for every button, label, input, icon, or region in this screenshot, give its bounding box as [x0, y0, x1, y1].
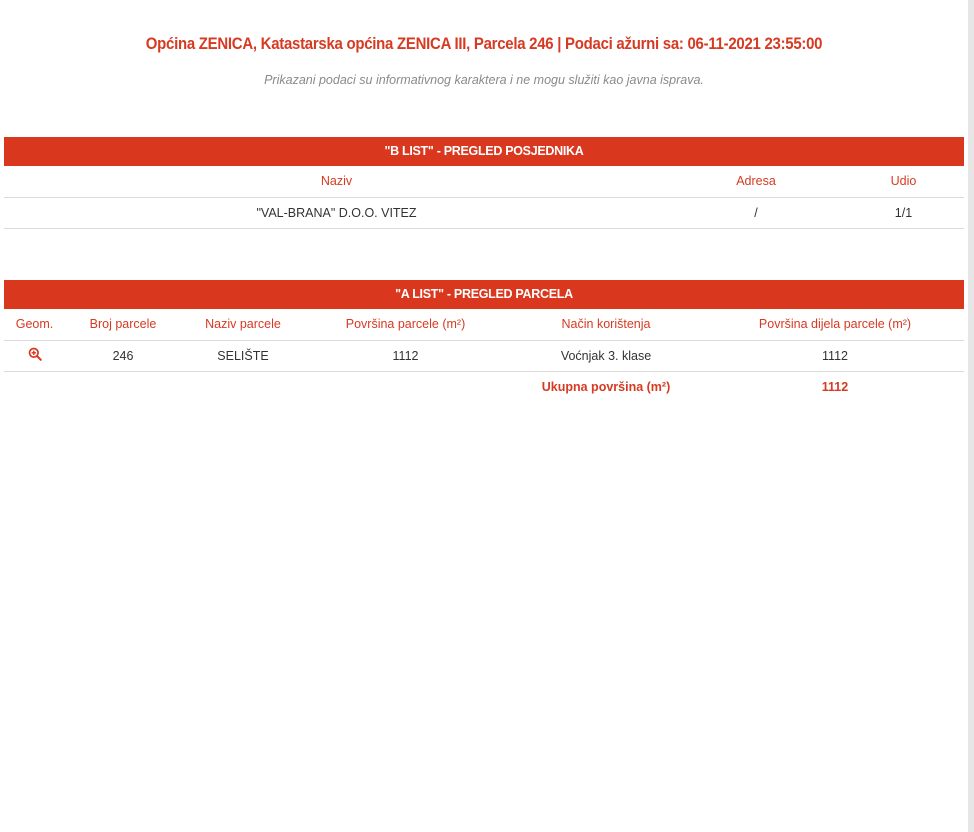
zoom-in-icon[interactable] [28, 347, 42, 364]
column-header-broj-parcele: Broj parcele [65, 309, 181, 340]
a-list-section [4, 280, 964, 402]
column-header-adresa: Adresa [669, 166, 843, 197]
column-header-nacin-koristenja: Način korištenja [506, 309, 706, 340]
b-list-header: "B LIST" - PREGLED POSJEDNIKA [4, 137, 964, 166]
owner-share: 1/1 [843, 197, 964, 228]
geom-cell [4, 340, 65, 371]
table-header-row [4, 309, 964, 340]
page-title: Općina ZENICA, Katastarska općina ZENICA III, Parcela 246 | Podaci ažurni sa: 06-11-2021 23:55:00 [145, 34, 823, 53]
total-area-value: 1112 [821, 379, 849, 394]
total-row [4, 371, 964, 402]
column-header-udio: Udio [843, 166, 964, 197]
page-edge [968, 0, 974, 832]
total-area-label: Ukupna površina (m²) [541, 379, 671, 394]
table-row [4, 197, 964, 228]
a-list-header: "A LIST" - PREGLED PARCELA [4, 280, 964, 309]
owner-address: / [669, 197, 843, 228]
b-list-section [4, 137, 964, 229]
table-row [4, 340, 964, 371]
parcel-area: 1112 [305, 340, 506, 371]
table-header-row [4, 166, 964, 197]
column-header-naziv: Naziv [4, 166, 669, 197]
owner-name: "VAL-BRANA" D.O.O. VITEZ [4, 197, 669, 228]
column-header-povrsina-dijela: Površina dijela parcele (m²) [706, 309, 964, 340]
a-list-table [4, 309, 964, 402]
parcel-part-area: 1112 [706, 340, 964, 371]
parcel-name: SELIŠTE [181, 340, 305, 371]
b-list-table [4, 166, 964, 229]
disclaimer-text: Prikazani podaci su informativnog karaktera i ne mogu služiti kao javna isprava. [264, 73, 704, 87]
column-header-povrsina-parcele: Površina parcele (m²) [305, 309, 506, 340]
land-use: Voćnjak 3. klase [506, 340, 706, 371]
parcel-number: 246 [65, 340, 181, 371]
column-header-geom: Geom. [4, 309, 65, 340]
column-header-naziv-parcele: Naziv parcele [181, 309, 305, 340]
